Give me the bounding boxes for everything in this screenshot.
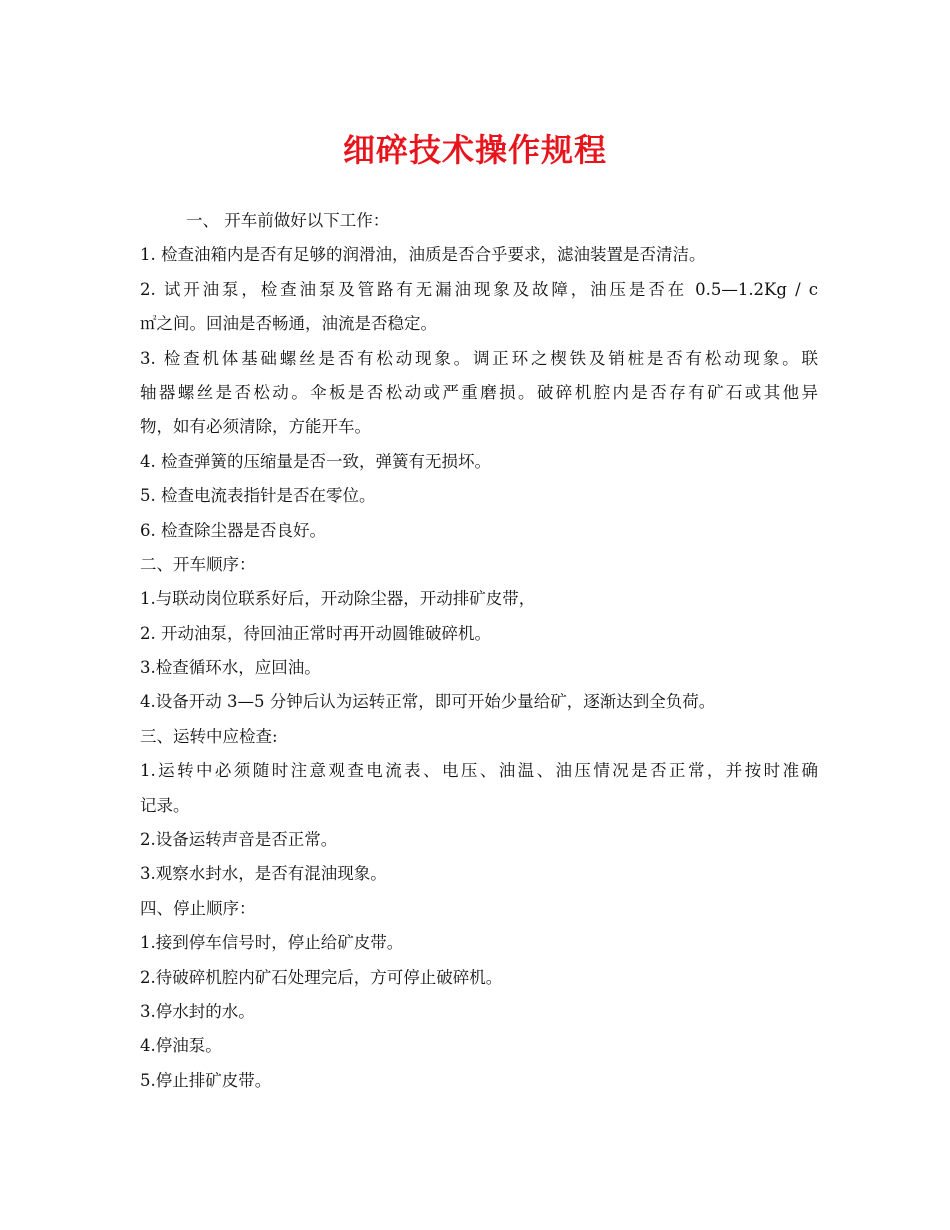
text-line: 4. 检查弹簧的压缩量是否一致，弹簧有无损坏。	[140, 451, 491, 471]
document-title: 细碎技术操作规程	[342, 131, 607, 169]
text-line: 4.停油泵。	[140, 1036, 222, 1056]
section-heading-1: 一、 开车前做好以下工作：	[186, 211, 390, 230]
section-heading-2: 二、开车顺序：	[140, 554, 256, 574]
text-line: 2.待破碎机腔内矿石处理完后，方可停止破碎机。	[140, 967, 503, 987]
text-line: 轴器螺丝是否松动。伞板是否松动或严重磨损。破碎机腔内是否存有矿石或其他异	[140, 382, 818, 402]
text-line: 5.停止排矿皮带。	[140, 1070, 272, 1090]
text-line: 2.设备运转声音是否正常。	[140, 830, 338, 850]
text-line: 3.观察水封水，是否有混油现象。	[140, 864, 387, 884]
text-line: ㎡之间。回油是否畅通，油流是否稳定。	[140, 314, 437, 334]
text-line: 记录。	[140, 795, 190, 815]
document-body	[140, 204, 818, 1098]
text-line: 4.设备开动 3—5 分钟后认为运转正常，即可开始少量给矿，逐渐达到全负荷。	[140, 692, 716, 712]
text-line: 2. 开动油泵，待回油正常时再开动圆锥破碎机。	[140, 623, 491, 643]
text-line: 物，如有必须清除，方能开车。	[140, 417, 371, 437]
text-line: 1.接到停车信号时，停止给矿皮带。	[140, 933, 404, 953]
text-line: 3.检查循环水，应回油。	[140, 658, 321, 678]
text-line: 3.停水封的水。	[140, 1001, 255, 1021]
section-heading-4: 四、停止顺序：	[140, 898, 256, 918]
text-line: 1. 检查油箱内是否有足够的润滑油，油质是否合乎要求，滤油装置是否清洁。	[140, 245, 706, 265]
text-line: 6. 检查除尘器是否良好。	[140, 520, 326, 540]
text-line: 1.运转中必须随时注意观查电流表、电压、油温、油压情况是否正常，并按时准确	[140, 761, 818, 781]
section-heading-3: 三、运转中应检查:	[140, 726, 278, 746]
text-line: 3. 检查机体基础螺丝是否有松动现象。调正环之楔铁及销桩是否有松动现象。联	[140, 348, 818, 368]
text-line: 2. 试开油泵，检查油泵及管路有无漏油现象及故障，油压是否在 0.5—1.2Kg / c	[140, 279, 818, 299]
text-line: 1.与联动岗位联系好后，开动除尘器，开动排矿皮带，	[140, 589, 536, 609]
text-line: 5. 检查电流表指针是否在零位。	[140, 486, 376, 506]
